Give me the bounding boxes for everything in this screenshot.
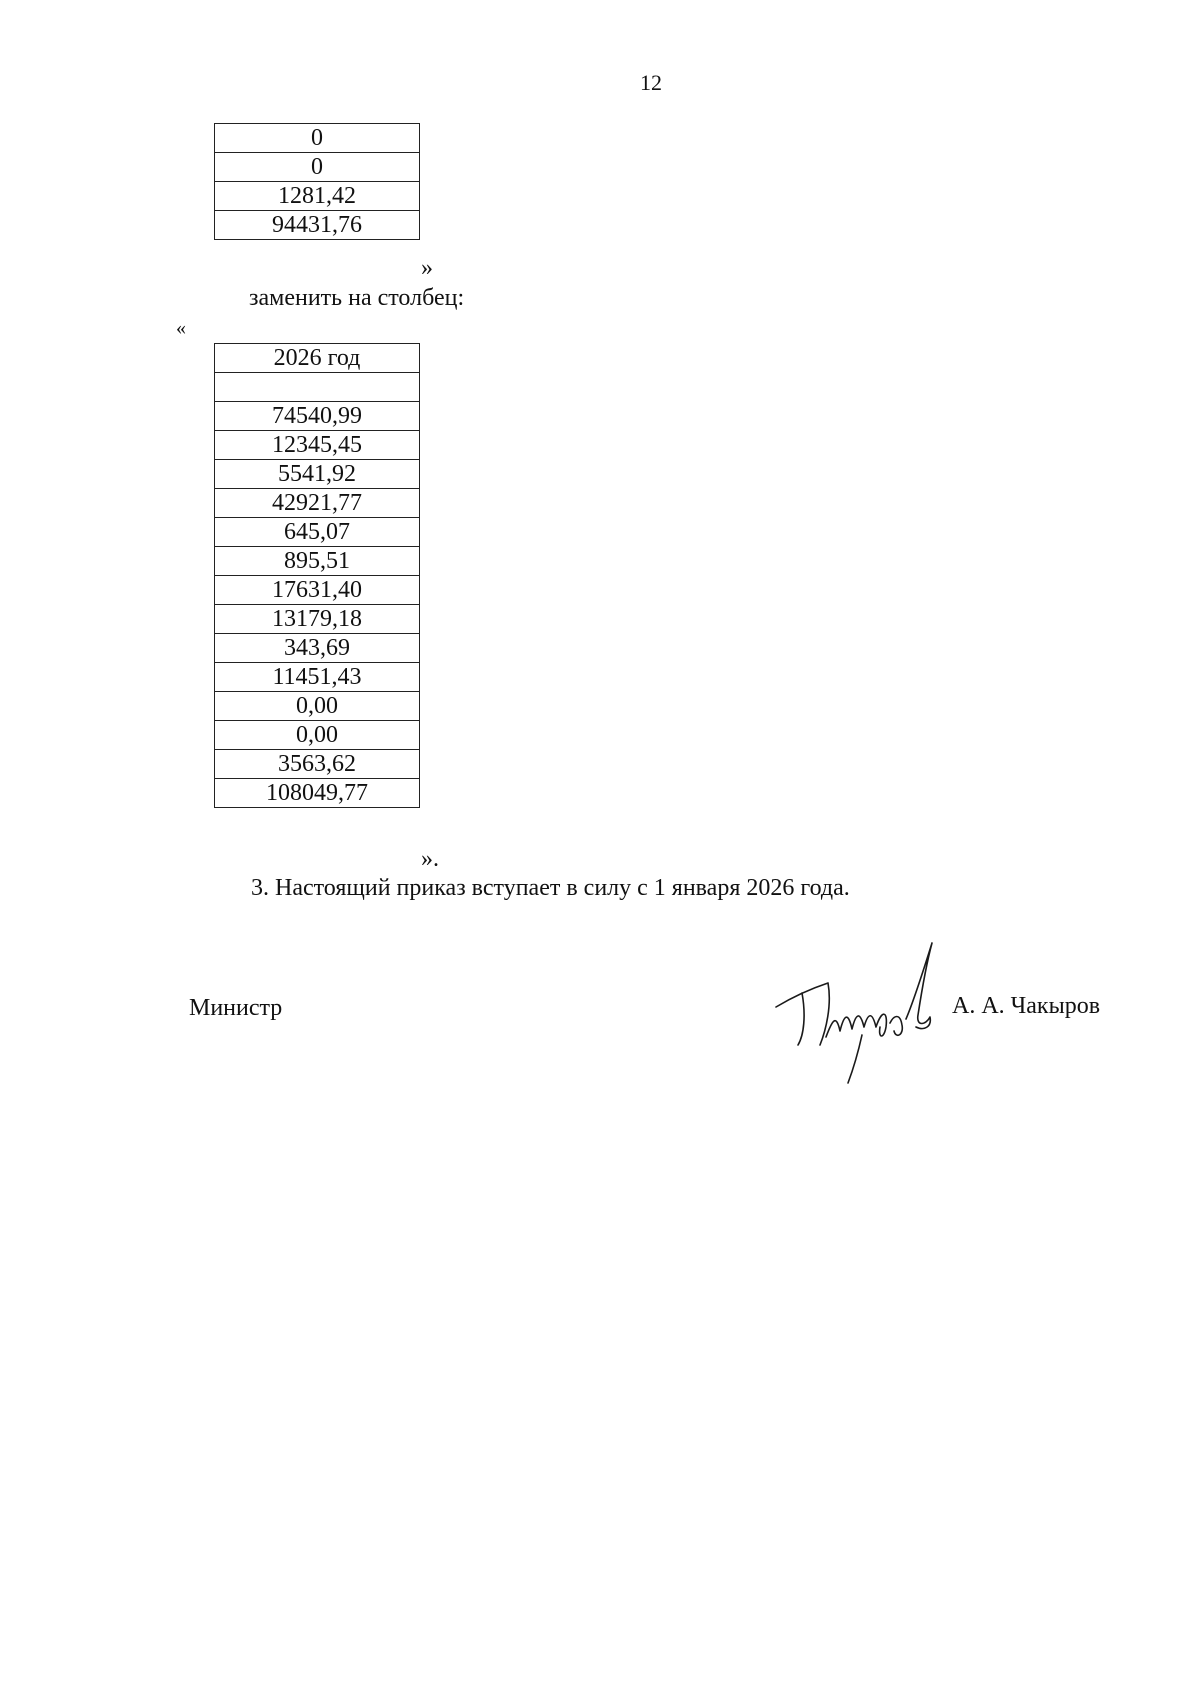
table-row — [215, 373, 420, 402]
clause-3: 3. Настоящий приказ вступает в силу с 1 января 2026 года. — [251, 875, 850, 901]
table-row — [215, 344, 420, 373]
value-cell: 74540,99 — [215, 402, 420, 431]
closing-quote: » — [421, 255, 433, 281]
value-cell: 42921,77 — [215, 489, 420, 518]
table-row — [215, 489, 420, 518]
table-row — [215, 153, 420, 182]
table-row — [215, 692, 420, 721]
value-cell — [215, 373, 420, 402]
page-number: 12 — [640, 70, 662, 95]
new-values-table — [214, 343, 420, 808]
value-cell: 17631,40 — [215, 576, 420, 605]
closing-quote: ». — [421, 846, 439, 872]
old-values-table — [214, 123, 420, 240]
value-cell: 645,07 — [215, 518, 420, 547]
table-row — [215, 576, 420, 605]
value-cell: 0,00 — [215, 692, 420, 721]
value-cell: 0 — [215, 124, 420, 153]
table-row — [215, 721, 420, 750]
value-cell: 343,69 — [215, 634, 420, 663]
value-cell: 11451,43 — [215, 663, 420, 692]
value-cell: 895,51 — [215, 547, 420, 576]
table-row — [215, 182, 420, 211]
table-row — [215, 547, 420, 576]
table-row — [215, 431, 420, 460]
table-row — [215, 460, 420, 489]
table-row — [215, 402, 420, 431]
opening-quote: « — [176, 317, 186, 339]
replace-instruction: заменить на столбец: — [249, 285, 465, 311]
table-row — [215, 663, 420, 692]
table-row — [215, 518, 420, 547]
signatory-position: Министр — [189, 995, 283, 1021]
value-cell: 0,00 — [215, 721, 420, 750]
handwritten-signature — [766, 935, 946, 1085]
value-cell: 108049,77 — [215, 779, 420, 808]
value-cell: 5541,92 — [215, 460, 420, 489]
table-row — [215, 634, 420, 663]
value-cell: 0 — [215, 153, 420, 182]
table-row — [215, 605, 420, 634]
table-row — [215, 750, 420, 779]
value-cell: 12345,45 — [215, 431, 420, 460]
value-cell: 3563,62 — [215, 750, 420, 779]
value-cell: 1281,42 — [215, 182, 420, 211]
signatory-name: А. А. Чакыров — [952, 993, 1101, 1019]
table-row — [215, 211, 420, 240]
table-row — [215, 779, 420, 808]
table-row — [215, 124, 420, 153]
value-cell: 94431,76 — [215, 211, 420, 240]
column-header: 2026 год — [215, 344, 420, 373]
value-cell: 13179,18 — [215, 605, 420, 634]
